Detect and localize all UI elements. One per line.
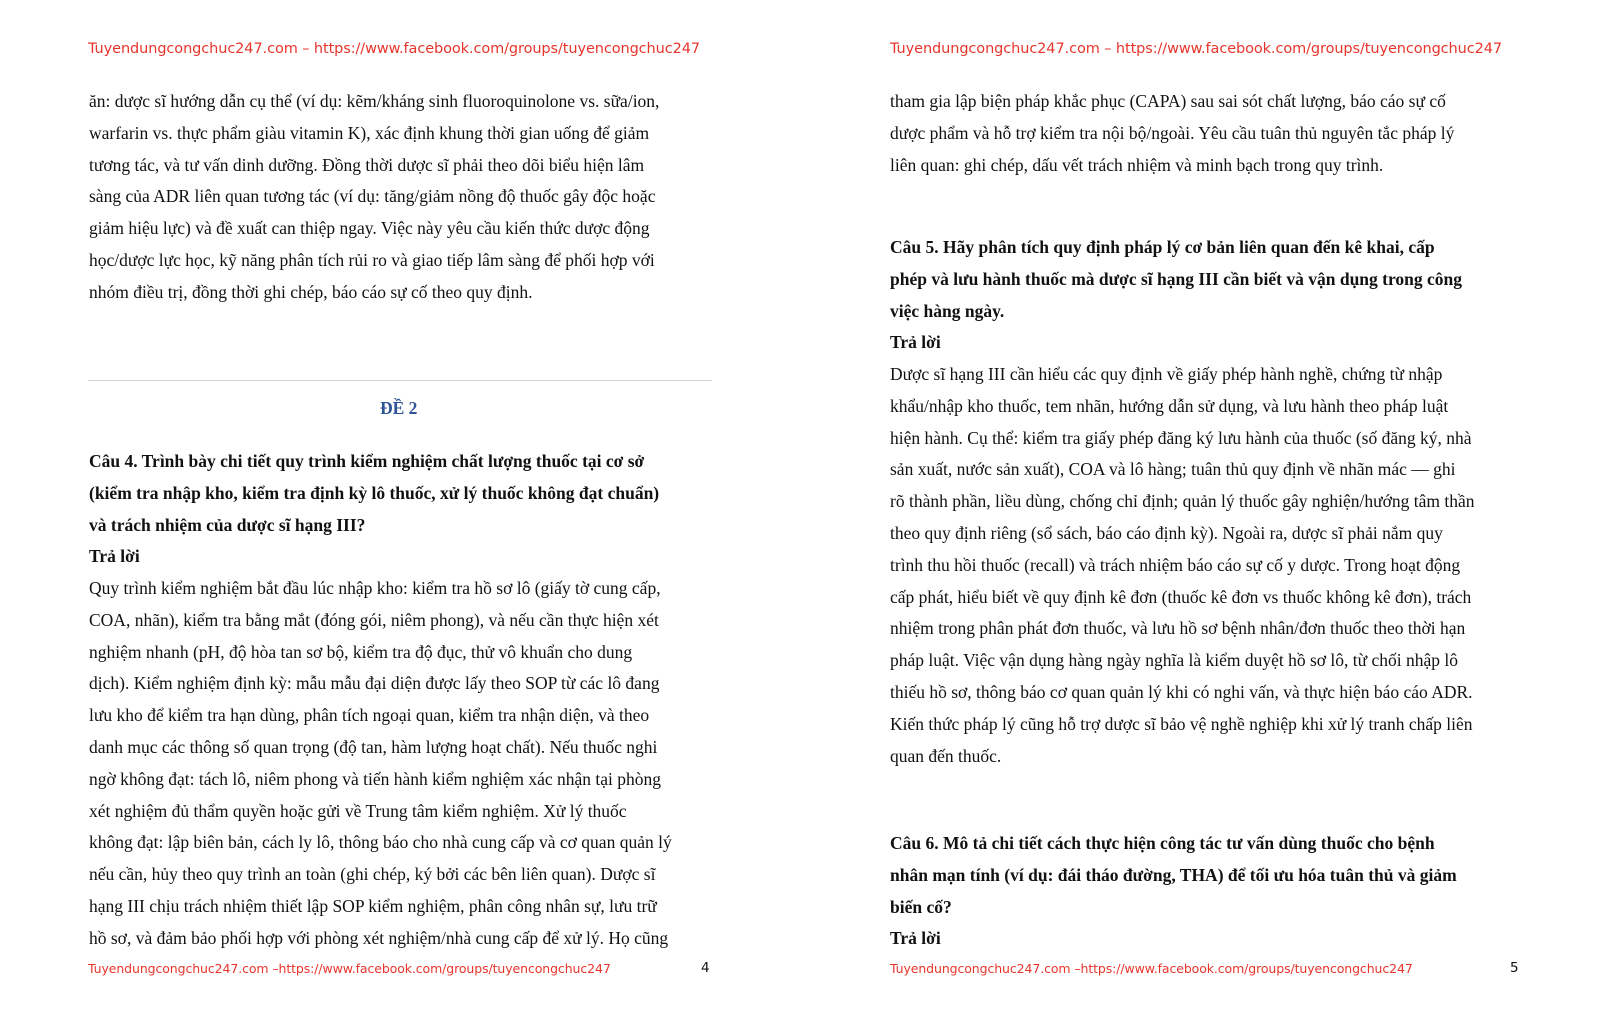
- page-footer: Tuyendungcongchuc247.com –https://www.facebook.com/groups/tuyencongchuc247: [88, 961, 611, 976]
- question-4-answer: [89, 573, 672, 955]
- question-4-heading: [89, 446, 659, 573]
- text-line: sản xuất, nước sản xuất), COA và lô hàng; tuân thủ quy định về nhãn mác — ghi: [890, 459, 1456, 480]
- answer-label: Trả lời: [890, 332, 941, 353]
- text-line: quan đến thuốc.: [890, 745, 1002, 766]
- question-line: Câu 6. Mô tả chi tiết cách thực hiện công tác tư vấn dùng thuốc cho bệnh: [890, 833, 1435, 853]
- text-line: COA, nhãn), kiểm tra bằng mắt (đóng gói, niêm phong), và nếu cần thực hiện xét: [89, 609, 659, 630]
- text-line: nghiệm nhanh (pH, độ hòa tan sơ bộ, kiểm tra độ đục, thử vô khuẩn cho dung: [89, 641, 633, 662]
- document-page-5: [800, 0, 1600, 1018]
- text-line: dược phẩm và hỗ trợ kiểm tra nội bộ/ngoài. Yêu cầu tuân thủ nguyên tắc pháp lý: [890, 122, 1455, 143]
- section-title: ĐỀ 2: [380, 398, 418, 418]
- text-line: xét nghiệm đủ thẩm quyền hoặc gửi về Trung tâm kiểm nghiệm. Xử lý thuốc: [89, 800, 627, 821]
- text-line: rõ thành phần, liều dùng, chống chỉ định; quản lý thuốc gây nghiện/hướng tâm thần: [890, 491, 1475, 512]
- paragraph-continuation: [890, 86, 1454, 181]
- question-line: nhân mạn tính (ví dụ: đái tháo đường, THA) để tối ưu hóa tuân thủ và giảm: [890, 864, 1457, 885]
- text-line: hiện hành. Cụ thể: kiểm tra giấy phép đăng ký lưu hành của thuốc (số đăng ký, nhà: [890, 427, 1472, 448]
- answer-label: Trả lời: [890, 928, 941, 949]
- text-line: pháp luật. Việc vận dụng hàng ngày nghĩa là kiểm duyệt hồ sơ lô, từ chối nhập lô: [890, 650, 1459, 671]
- text-line: ăn: dược sĩ hướng dẫn cụ thể (ví dụ: kẽm/kháng sinh fluoroquinolone vs. sữa/ion,: [89, 91, 660, 111]
- text-line: danh mục các thông số quan trọng (độ tan, hàm lượng hoạt chất). Nếu thuốc nghi: [89, 736, 658, 757]
- page-number: 4: [701, 960, 710, 976]
- text-line: khẩu/nhập kho thuốc, tem nhãn, hướng dẫn sử dụng, và lưu hành theo pháp luật: [890, 395, 1449, 416]
- page-number: 5: [1510, 960, 1519, 976]
- question-line: và trách nhiệm của dược sĩ hạng III?: [89, 514, 366, 535]
- question-line: biến cố?: [890, 896, 952, 917]
- page-header: Tuyendungcongchuc247.com – https://www.facebook.com/groups/tuyencongchuc247: [890, 41, 1502, 57]
- text-line: Quy trình kiểm nghiệm bắt đầu lúc nhập kho: kiểm tra hồ sơ lô (giấy tờ cung cấp,: [89, 578, 661, 598]
- question-5-answer: [890, 359, 1474, 772]
- text-line: nhiệm trong phân phát đơn thuốc, và lưu hồ sơ bệnh nhân/đơn thuốc theo thời hạn: [890, 618, 1466, 639]
- question-line: phép và lưu hành thuốc mà dược sĩ hạng III cần biết và vận dụng trong công: [890, 268, 1463, 289]
- text-line: sàng của ADR liên quan tương tác (ví dụ: tăng/giảm nồng độ thuốc gây độc hoặc: [89, 186, 656, 207]
- text-line: dịch). Kiểm nghiệm định kỳ: mẫu mẫu đại diện được lấy theo SOP từ các lô đang: [89, 673, 660, 694]
- question-line: Câu 5. Hãy phân tích quy định pháp lý cơ bản liên quan đến kê khai, cấp: [890, 237, 1435, 257]
- text-line: Kiến thức pháp lý cũng hỗ trợ dược sĩ bảo vệ nghề nghiệp khi xử lý tranh chấp liên: [890, 713, 1473, 734]
- question-5-heading: [890, 232, 1462, 359]
- question-line: việc hàng ngày.: [890, 300, 1005, 321]
- text-line: trình thu hồi thuốc (recall) và trách nhiệm báo cáo sự cố y dược. Trong hoạt động: [890, 554, 1461, 575]
- paragraph-continuation: [89, 86, 659, 309]
- section-divider: [88, 380, 712, 381]
- text-line: hạng III chịu trách nhiệm thiết lập SOP kiểm nghiệm, phân công nhân sự, lưu trữ: [89, 895, 657, 916]
- text-line: warfarin vs. thực phẩm giàu vitamin K), xác định khung thời gian uống để giảm: [89, 122, 650, 143]
- answer-label: Trả lời: [89, 546, 140, 567]
- page-footer: Tuyendungcongchuc247.com –https://www.facebook.com/groups/tuyencongchuc247: [890, 961, 1413, 976]
- text-line: giảm hiệu lực) và đề xuất can thiệp ngay. Việc này yêu cầu kiến thức dược động: [89, 218, 650, 239]
- text-line: hồ sơ, và đảm bảo phối hợp với phòng xét nghiệm/nhà cung cấp để xử lý. Họ cũng: [89, 927, 669, 948]
- text-line: tương tác, và tư vấn dinh dưỡng. Đồng thời dược sĩ phải theo dõi biểu hiện lâm: [89, 154, 645, 175]
- text-line: liên quan: ghi chép, dấu vết trách nhiệm và minh bạch trong quy trình.: [890, 154, 1384, 175]
- text-line: nhóm điều trị, đồng thời ghi chép, báo cáo sự cố theo quy định.: [89, 281, 533, 302]
- text-line: Dược sĩ hạng III cần hiểu các quy định về giấy phép hành nghề, chứng từ nhập: [890, 364, 1443, 384]
- text-line: nếu cần, hủy theo quy trình an toàn (ghi chép, ký bởi các bên liên quan). Dược sĩ: [89, 864, 656, 885]
- text-line: thiếu hồ sơ, thông báo cơ quan quản lý khi có nghi vấn, và thực hiện báo cáo ADR.: [890, 681, 1473, 702]
- page-header: Tuyendungcongchuc247.com – https://www.facebook.com/groups/tuyencongchuc247: [88, 41, 700, 57]
- text-line: tham gia lập biện pháp khắc phục (CAPA) sau sai sót chất lượng, báo cáo sự cố: [890, 91, 1446, 111]
- question-line: (kiểm tra nhập kho, kiểm tra định kỳ lô thuốc, xử lý thuốc không đạt chuẩn): [89, 482, 660, 503]
- text-line: học/dược lực học, kỹ năng phân tích rủi ro và giao tiếp lâm sàng để phối hợp với: [89, 249, 655, 270]
- text-line: theo quy định riêng (sổ sách, báo cáo định kỳ). Ngoài ra, dược sĩ phải nắm quy: [890, 522, 1443, 543]
- question-6-heading: [890, 828, 1457, 955]
- text-line: lưu kho để kiểm tra hạn dùng, phân tích ngoại quan, kiểm tra nhận diện, và theo: [89, 705, 650, 726]
- text-line: ngờ không đạt: tách lô, niêm phong và tiến hành kiểm nghiệm xác nhận tại phòng: [89, 768, 662, 789]
- text-line: cấp phát, hiểu biết về quy định kê đơn (thuốc kê đơn vs thuốc không kê đơn), trách: [890, 586, 1472, 607]
- text-line: không đạt: lập biên bản, cách ly lô, thông báo cho nhà cung cấp và cơ quan quản lý: [89, 832, 672, 853]
- question-line: Câu 4. Trình bày chi tiết quy trình kiểm nghiệm chất lượng thuốc tại cơ sở: [89, 451, 645, 471]
